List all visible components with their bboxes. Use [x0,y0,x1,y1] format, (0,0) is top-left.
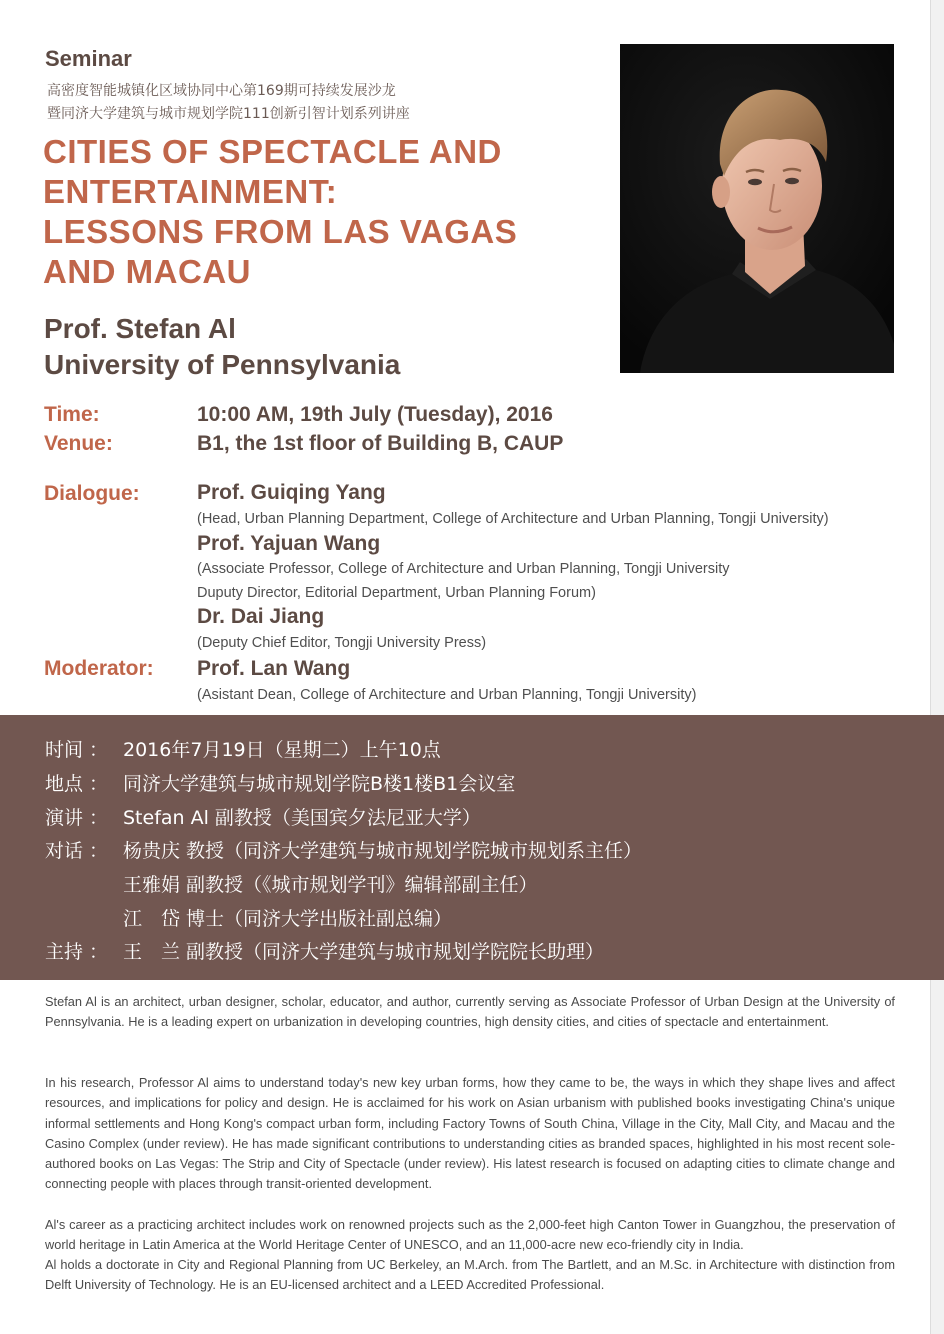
cn-venue-label: 地点 ： [45,773,109,795]
chinese-subtitle-line-1: 高密度智能城镇化区域协同中心第169期可持续发展沙龙 [47,83,396,99]
bio-paragraph-3: Al's career as a practicing architect includes work on renowned projects such as the 2,000-feet high Canton Tower in Guangzhou, the preservation of world heritage in Latin America at the World Heritage Center of UNESCO, and an 11,000-acre new eco-friendly city in India. [45,1217,895,1253]
cn-time-value: 2016年7月19日（星期二）上午10点 [123,739,441,761]
cn-lecture-label: 演讲 ： [45,807,109,829]
page-edge-strip [930,0,944,1334]
lecture-title [43,132,603,292]
seminar-label: Seminar [45,46,132,71]
dialogue-label: Dialogue: [44,482,140,505]
venue-value: B1, the 1st floor of Building B, CAUP [197,432,564,455]
bio-paragraph-4: Al holds a doctorate in City and Regional Planning from UC Berkeley, an M.Arch. from The Bartlett, and an M.Sc. in Architecture with distinction from Delft University of Technology. He is an EU-licensed architect and a LEED Accredited Professional. [45,1257,895,1293]
moderator-note: (Asistant Dean, College of Architecture and Urban Planning, Tongji University) [197,687,697,703]
title-line: AND MACAU [43,253,251,290]
dialogue-person-2-name: Prof. Yajuan Wang [197,532,381,555]
speaker-block [44,311,400,383]
cn-time-label: 时间 ： [45,739,109,761]
dialogue-person-1-note: (Head, Urban Planning Department, College of Architecture and Urban Planning, Tongji University) [197,511,829,527]
dialogue-person-3-name: Dr. Dai Jiang [197,605,325,628]
cn-host-value: 王 兰 副教授（同济大学建筑与城市规划学院院长助理） [123,941,605,963]
cn-lecture-value: Stefan Al 副教授（美国宾夕法尼亚大学） [123,807,481,829]
cn-host-label: 主持 ： [45,941,109,963]
cn-venue-value: 同济大学建筑与城市规划学院B楼1楼B1会议室 [123,773,516,795]
dialogue-person-2-note-line-1: (Associate Professor, College of Architecture and Urban Planning, Tongji University [197,561,730,577]
speaker-name: Prof. Stefan Al [44,313,236,344]
cn-dialogue-1: 杨贵庆 教授（同济大学建筑与城市规划学院城市规划系主任） [123,840,643,862]
moderator-name: Prof. Lan Wang [197,657,351,680]
speaker-photo [620,44,894,373]
title-line: ENTERTAINMENT: [43,173,338,210]
dialogue-person-3-note: (Deputy Chief Editor, Tongji University Press) [197,635,487,651]
bio-paragraph-2: In his research, Professor Al aims to understand today's new key urban forms, how they came to be, the ways in which they shape lives and affect resources, and implications for policy and design. He is acclaimed for his work on Asian urbanism with published books investigating China's unique informal settlements and Hong Kong's compact urban form, including Factory Towns of South China, Village in the City, Mall City, and Macau and the Casino Complex (under review). He has made significant contributions to understanding cities as branded spaces, highlighted in his most recent sole-authored books on Las Vegas: The Strip and City of Spectacle (under review). His latest research is focused on adapting cities to climate change and connecting people with places through transit-oriented development. [45,1075,895,1192]
moderator-label: Moderator: [44,657,154,680]
cn-dialogue-2: 王雅娟 副教授（《城市规划学刊》编辑部副主任） [123,874,538,896]
cn-dialogue-label: 对话 ： [45,840,109,862]
time-value: 10:00 AM, 19th July (Tuesday), 2016 [197,403,553,426]
title-line: LESSONS FROM LAS VAGAS [43,213,518,250]
cn-dialogue-3: 江 岱 博士（同济大学出版社副总编） [123,908,453,930]
venue-label: Venue: [44,432,113,455]
dialogue-person-2-note-line-2: Duputy Director, Editorial Department, Urban Planning Forum) [197,585,596,601]
title-line: CITIES OF SPECTACLE AND [43,133,502,170]
dialogue-person-1-name: Prof. Guiqing Yang [197,481,386,504]
time-label: Time: [44,403,100,426]
chinese-info-band [0,715,944,980]
speaker-affiliation: University of Pennsylvania [44,349,401,380]
speaker-portrait-image [620,44,894,373]
bio-paragraph-1: Stefan Al is an architect, urban designer, scholar, educator, and author, currently serving as Associate Professor of Urban Design at the University of Pennsylvania. He is a leading expert on urbanization in developing countries, high density cities, and cities of spectacle and entertainment. [45,994,895,1030]
chinese-subtitle-line-2: 暨同济大学建筑与城市规划学院111创新引智计划系列讲座 [47,106,410,122]
